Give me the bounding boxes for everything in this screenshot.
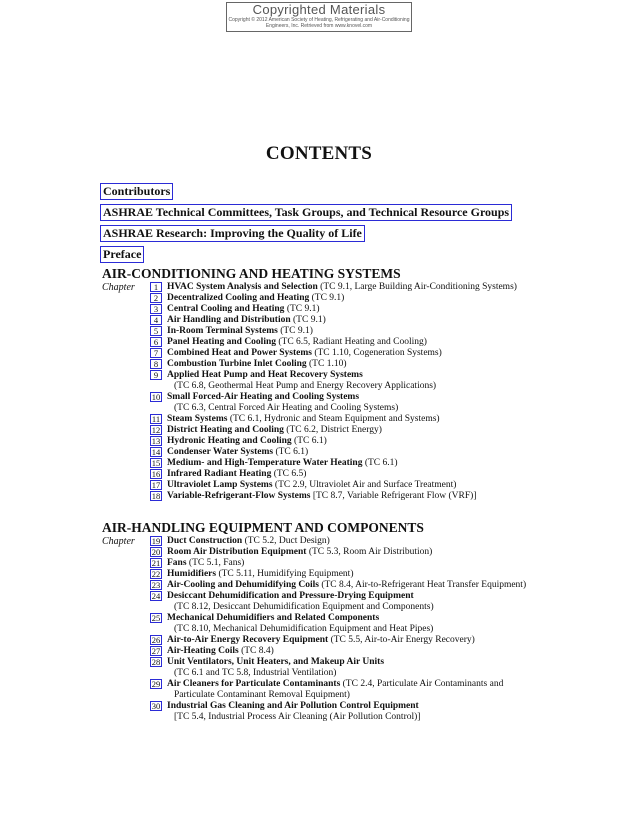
chapter-line	[167, 304, 320, 315]
chapter-line	[167, 569, 353, 580]
chapter-text	[167, 558, 244, 569]
chapter-entry	[150, 282, 517, 293]
chapter-committee: (TC 2.4, Particulate Air Contaminants and	[340, 679, 504, 689]
chapter-entry	[150, 558, 526, 569]
chapter-number-link[interactable]: 12	[151, 425, 161, 435]
chapter-number-link[interactable]: 2	[150, 293, 162, 303]
chapter-title: Combined Heat and Power Systems	[167, 348, 312, 358]
chapter-line	[167, 436, 327, 447]
chapter-number-link[interactable]: 11	[151, 414, 161, 424]
chapter-number-link[interactable]: 4	[150, 315, 162, 325]
chapter-title: Small Forced-Air Heating and Cooling Systems	[167, 392, 360, 402]
chapter-entry	[150, 304, 517, 315]
chapter-committee: (TC 8.10, Mechanical Dehumidification Equipment and Heat Pipes)	[174, 624, 434, 634]
chapter-title: Combustion Turbine Inlet Cooling	[167, 359, 307, 369]
chapter-text	[167, 447, 308, 458]
chapter-number-link[interactable]: 3	[150, 304, 162, 314]
chapter-number-link[interactable]: 17	[151, 480, 161, 490]
chapter-line	[167, 370, 436, 381]
chapter-line	[167, 580, 526, 591]
chapter-entry	[150, 458, 517, 469]
chapter-title: Humidifiers	[167, 569, 217, 579]
chapter-text	[167, 613, 433, 635]
chapter-line	[167, 558, 244, 569]
chapter-committee: (TC 5.3, Room Air Distribution)	[306, 547, 433, 557]
chapter-committee: [TC 5.4, Industrial Process Air Cleaning (Air Pollution Control)]	[174, 712, 421, 722]
chapter-number-link[interactable]: 25	[151, 613, 161, 623]
chapter-committee: (TC 9.1)	[309, 293, 345, 303]
chapter-committee: (TC 6.8, Geothermal Heat Pump and Energy Recovery Applications)	[174, 381, 437, 391]
chapter-entry	[150, 469, 517, 480]
chapter-entry	[150, 370, 517, 392]
chapter-number-link[interactable]: 7	[150, 348, 162, 358]
chapter-line	[167, 657, 384, 668]
chapter-line	[167, 458, 398, 469]
chapter-line	[167, 326, 313, 337]
chapter-text	[167, 282, 517, 293]
chapter-number-link[interactable]: 14	[151, 447, 161, 457]
chapter-title: District Heating and Cooling	[167, 425, 284, 435]
chapter-committee: (TC 2.9, Ultraviolet Air and Surface Treatment)	[272, 480, 457, 490]
chapter-committee: [TC 8.7, Variable Refrigerant Flow (VRF)]	[310, 491, 477, 501]
chapter-committee: (TC 6.1)	[362, 458, 398, 468]
chapter-text	[167, 458, 398, 469]
chapter-entry	[150, 293, 517, 304]
chapter-label: Chapter	[102, 536, 135, 547]
chapter-line	[167, 536, 330, 547]
chapter-text	[167, 425, 382, 436]
chapter-entry	[150, 580, 526, 591]
chapter-entry	[150, 315, 517, 326]
section-heading: AIR-HANDLING EQUIPMENT AND COMPONENTS	[102, 520, 424, 535]
chapter-text	[167, 491, 476, 502]
chapter-committee: (TC 5.11, Humidifying Equipment)	[216, 569, 354, 579]
contributors-link[interactable]: Contributors	[100, 183, 173, 200]
chapter-committee: (TC 9.1, Large Building Air-Conditioning Systems)	[317, 282, 517, 292]
chapter-number-link[interactable]: 22	[151, 569, 161, 579]
preface-link[interactable]: Preface	[100, 246, 144, 263]
chapter-entry	[150, 348, 517, 359]
chapter-entry	[150, 547, 526, 558]
chapter-text	[167, 657, 384, 679]
chapter-number-link[interactable]: 1	[150, 282, 162, 292]
chapter-title: In-Room Terminal Systems	[167, 326, 278, 336]
chapter-entry	[150, 635, 526, 646]
chapter-committee: (TC 9.1)	[284, 304, 320, 314]
chapter-title: Central Cooling and Heating	[167, 304, 285, 314]
chapter-number-link[interactable]: 8	[150, 359, 162, 369]
chapter-number-link[interactable]: 24	[151, 591, 161, 601]
chapter-title: Condenser Water Systems	[167, 447, 274, 457]
chapter-number-link[interactable]: 26	[151, 635, 161, 645]
chapter-committee: (TC 8.12, Desiccant Dehumidification Equipment and Components)	[174, 602, 434, 612]
chapter-text	[167, 337, 427, 348]
chapter-title: Unit Ventilators, Unit Heaters, and Makeup Air Units	[167, 657, 385, 667]
chapter-text	[167, 370, 436, 392]
chapter-line	[167, 679, 503, 690]
chapter-line	[167, 359, 346, 370]
chapter-line	[167, 315, 326, 326]
chapter-entry	[150, 491, 517, 502]
chapter-title: Decentralized Cooling and Heating	[167, 293, 310, 303]
section-heading: AIR-CONDITIONING AND HEATING SYSTEMS	[102, 266, 401, 281]
chapter-line	[167, 414, 440, 425]
chapter-number-link[interactable]: 28	[151, 657, 161, 667]
chapter-committee: (TC 6.1)	[291, 436, 327, 446]
chapter-number-link[interactable]: 16	[151, 469, 161, 479]
ashrae-research-link[interactable]: ASHRAE Research: Improving the Quality of Life	[100, 225, 365, 242]
chapter-text	[167, 635, 475, 646]
chapter-text	[167, 646, 274, 657]
front-matter-links	[100, 183, 512, 267]
chapter-number-link[interactable]: 18	[151, 491, 161, 501]
chapter-number-link[interactable]: 21	[151, 558, 161, 568]
page-title: CONTENTS	[265, 143, 373, 164]
chapter-title: Mechanical Dehumidifiers and Related Components	[167, 613, 380, 623]
chapter-title: Duct Construction	[167, 536, 243, 546]
chapter-entry	[150, 392, 517, 414]
chapter-entry	[150, 591, 526, 613]
chapter-text	[167, 293, 344, 304]
stamp-line-1: Copyright © 2012 American Society of Heating, Refrigerating and Air-Conditioning	[228, 17, 410, 23]
chapter-entry	[150, 447, 517, 458]
chapter-entry	[150, 359, 517, 370]
chapter-text	[167, 547, 432, 558]
chapter-title: Air-Cooling and Dehumidifying Coils	[167, 580, 319, 590]
chapter-entry	[150, 613, 526, 635]
chapter-title: Room Air Distribution Equipment	[167, 547, 307, 557]
chapter-title: Desiccant Dehumidification and Pressure-Drying Equipment	[167, 591, 414, 601]
copyright-stamp	[226, 2, 412, 32]
chapter-entry	[150, 536, 526, 547]
chapter-line	[167, 701, 420, 712]
technical-committees-link[interactable]: ASHRAE Technical Committees, Task Groups, and Technical Resource Groups	[100, 204, 512, 221]
chapter-title: Ultraviolet Lamp Systems	[167, 480, 273, 490]
chapter-number-link[interactable]: 13	[151, 436, 161, 446]
chapter-text	[167, 580, 526, 591]
chapter-committee: (TC 6.1, Hydronic and Steam Equipment and Systems)	[227, 414, 440, 424]
chapter-line	[167, 635, 475, 646]
chapter-line	[167, 392, 398, 403]
chapter-committee: (TC 9.1)	[290, 315, 326, 325]
chapter-text	[167, 348, 442, 359]
chapter-number-link[interactable]: 5	[150, 326, 162, 336]
chapter-text	[167, 480, 456, 491]
stamp-title: Copyrighted Materials	[252, 2, 386, 17]
chapter-committee: (TC 5.2, Duct Design)	[242, 536, 330, 546]
chapter-text	[167, 536, 330, 547]
chapter-committee: (TC 8.4, Air-to-Refrigerant Heat Transfer Equipment)	[318, 580, 527, 590]
chapter-line	[167, 547, 432, 558]
chapter-entry	[150, 657, 526, 679]
chapter-number-link[interactable]: 10	[151, 392, 161, 402]
chapter-line	[167, 613, 433, 624]
chapter-committee: (TC 6.1)	[273, 447, 309, 457]
chapter-line	[167, 480, 456, 491]
chapter-committee: (TC 6.5, Radiant Heating and Cooling)	[276, 337, 427, 347]
chapter-number-link[interactable]: 15	[151, 458, 161, 468]
chapter-number-link[interactable]: 27	[151, 646, 161, 656]
chapter-title: Panel Heating and Cooling	[167, 337, 276, 347]
chapter-line	[167, 447, 308, 458]
chapter-committee: (TC 5.1, Fans)	[186, 558, 245, 568]
chapter-title: Steam Systems	[167, 414, 228, 424]
chapter-number-link[interactable]: 29	[151, 679, 161, 689]
chapter-text	[167, 326, 313, 337]
chapter-line	[167, 293, 344, 304]
chapter-text	[167, 591, 434, 613]
chapter-line	[167, 282, 517, 293]
chapter-entry	[150, 701, 526, 723]
chapter-entry	[150, 337, 517, 348]
chapter-title: Variable-Refrigerant-Flow Systems	[167, 491, 311, 501]
chapter-line	[167, 337, 427, 348]
chapter-title: Industrial Gas Cleaning and Air Pollution Control Equipment	[167, 701, 419, 711]
chapter-list	[150, 536, 526, 723]
chapter-committee: (TC 6.1 and TC 5.8, Industrial Ventilation)	[174, 668, 337, 678]
chapter-committee: (TC 9.1)	[277, 326, 313, 336]
chapter-entry	[150, 414, 517, 425]
chapter-title: Air-to-Air Energy Recovery Equipment	[167, 635, 329, 645]
chapter-committee: (TC 1.10, Cogeneration Systems)	[311, 348, 442, 358]
chapter-line	[167, 646, 274, 657]
chapter-line	[167, 425, 382, 436]
chapter-text	[167, 304, 320, 315]
chapter-label: Chapter	[102, 282, 135, 293]
chapter-title: Air Handling and Distribution	[167, 315, 291, 325]
chapter-entry	[150, 425, 517, 436]
chapter-number-link[interactable]: 9	[150, 370, 162, 380]
chapter-title: Medium- and High-Temperature Water Heating	[167, 458, 363, 468]
stamp-line-2: Engineers, Inc. Retrieved from www.knovel.com	[265, 23, 373, 29]
chapter-title: Infrared Radiant Heating	[167, 469, 272, 479]
chapter-entry	[150, 646, 526, 657]
chapter-text	[167, 569, 353, 580]
chapter-line	[167, 491, 476, 502]
chapter-title: Fans	[167, 558, 187, 568]
chapter-number-link[interactable]: 20	[151, 547, 161, 557]
chapter-committee: (TC 8.4)	[238, 646, 274, 656]
chapter-committee: (TC 6.2, District Energy)	[283, 425, 382, 435]
chapter-line	[167, 469, 306, 480]
chapter-line	[167, 591, 434, 602]
chapter-number-link[interactable]: 30	[151, 701, 161, 711]
chapter-title: Hydronic Heating and Cooling	[167, 436, 292, 446]
chapter-line	[167, 348, 442, 359]
chapter-text	[167, 359, 346, 370]
chapter-number-link[interactable]: 6	[150, 337, 162, 347]
chapter-number-link[interactable]: 23	[151, 580, 161, 590]
chapter-entry	[150, 326, 517, 337]
chapter-title: Applied Heat Pump and Heat Recovery Systems	[167, 370, 363, 380]
chapter-text	[167, 315, 326, 326]
chapter-entry	[150, 569, 526, 580]
chapter-text	[167, 414, 440, 425]
chapter-committee: (TC 6.5)	[271, 469, 307, 479]
chapter-list	[150, 282, 517, 502]
chapter-entry	[150, 679, 526, 701]
chapter-text	[167, 436, 327, 447]
chapter-title: HVAC System Analysis and Selection	[167, 282, 318, 292]
chapter-title: Air-Heating Coils	[167, 646, 239, 656]
chapter-text	[167, 469, 306, 480]
chapter-committee: (TC 6.3, Central Forced Air Heating and Cooling Systems)	[174, 403, 399, 413]
chapter-title: Air Cleaners for Particulate Contaminants	[167, 679, 341, 689]
chapter-committee: Particulate Contaminant Removal Equipment)	[174, 690, 350, 700]
chapter-text	[167, 701, 420, 723]
chapter-text	[167, 392, 398, 414]
chapter-entry	[150, 480, 517, 491]
chapter-committee: (TC 5.5, Air-to-Air Energy Recovery)	[328, 635, 475, 645]
chapter-committee: (TC 1.10)	[306, 359, 347, 369]
chapter-text	[167, 679, 503, 701]
chapter-entry	[150, 436, 517, 447]
chapter-number-link[interactable]: 19	[151, 536, 161, 546]
